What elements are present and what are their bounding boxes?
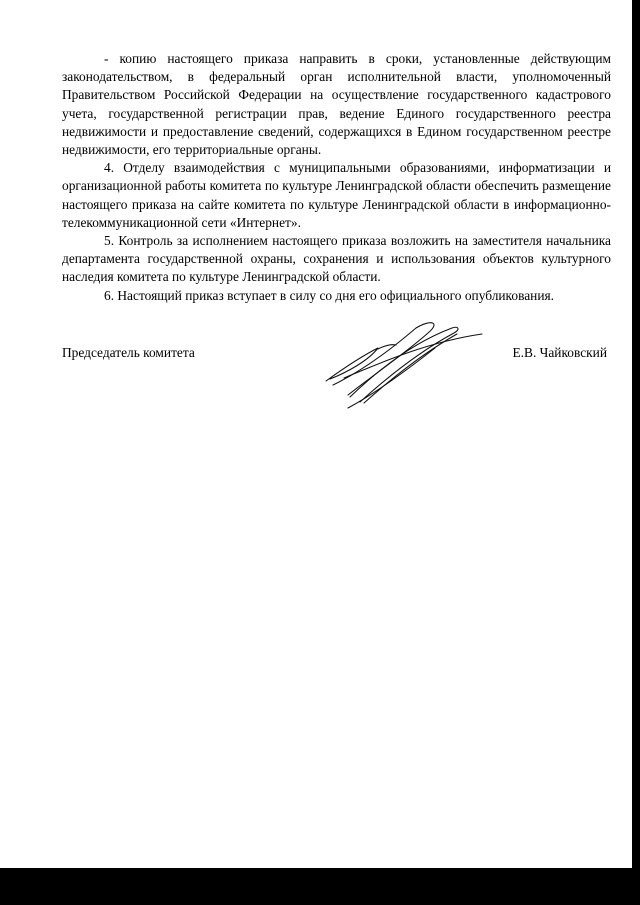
paragraph-item-4: 4. Отделу взаимодействия с муниципальными образованиями, информатизации и организационной работы комитета по культуре Ленинградской области обеспечить размещение настоящего приказа на сайте комитета по культуре Ленинградской области в информационно-телекоммуникационной сети «Интернет». — [62, 160, 611, 230]
right-scan-border — [632, 0, 640, 868]
signatory-name: Е.В. Чайковский — [512, 345, 607, 360]
document-body — [62, 50, 611, 305]
paragraph-item-5: 5. Контроль за исполнением настоящего приказа возложить на заместителя начальника департамента государственной охраны, сохранения и использования объектов культурного наследия комитета по культуре Ленинградской области. — [62, 233, 611, 285]
signatory-title: Председатель комитета — [62, 345, 195, 360]
paragraph-item-6: 6. Настоящий приказ вступает в силу со дня его официального опубликования. — [104, 287, 554, 303]
handwritten-signature-icon — [320, 318, 485, 413]
paragraph-copy-directive: - копию настоящего приказа направить в сроки, установленные действующим законодательством, в федеральный орган исполнительной власти, уполномоченный Правительством Российской Федерации на осуществление государственного кадастрового учета, государственной регистрации прав, ведение Единого государственного реестра недвижимости и предоставление сведений, содержащихся в Едином государственном реестре недвижимости, его территориальные органы. — [62, 51, 611, 158]
bottom-scan-band — [0, 868, 640, 905]
